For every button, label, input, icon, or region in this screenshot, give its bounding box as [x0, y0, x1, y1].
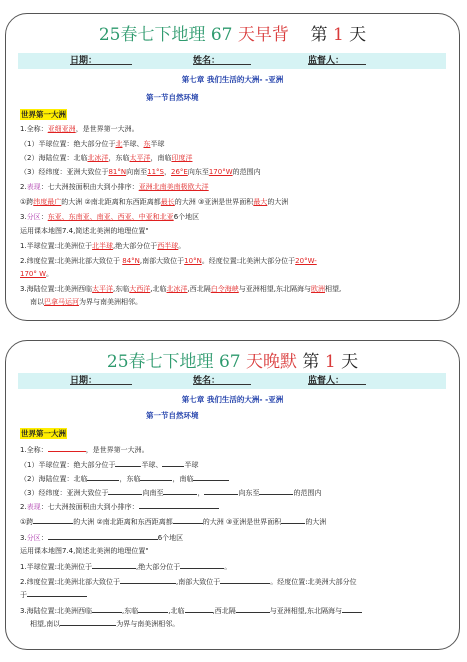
- text-line: 170° W。: [20, 270, 54, 278]
- text-line: 3.分区： 6个地区: [20, 531, 183, 543]
- text-line: （1）半球位置：绝大部分位于 半球、 半球: [20, 458, 198, 470]
- supervisor-field[interactable]: [308, 373, 366, 385]
- answer-blank[interactable]: [120, 575, 176, 584]
- date-field[interactable]: [70, 373, 132, 385]
- text-line: 运用课本地图7.4,简述北美洲的地理位置": [20, 547, 149, 555]
- card-title: 25春七下地理 67 天早背 第 1 天: [98, 25, 367, 45]
- answer-blank[interactable]: [173, 515, 203, 524]
- text-line: 1.全称：亚细亚洲，是世界第一大洲。: [20, 125, 139, 133]
- answer-blank[interactable]: [60, 617, 116, 626]
- answer-blank[interactable]: [33, 515, 73, 524]
- answer-blank[interactable]: [162, 458, 184, 467]
- answer-blank[interactable]: [220, 575, 270, 584]
- text-line: 3.海陆位置:北美洲西临太平洋,东临大西洋,北临北冰洋,西北隔白令海峡与亚洲相望,东北隔海与欧洲相望,: [20, 285, 342, 293]
- answer-blank[interactable]: [48, 531, 158, 540]
- answer-blank[interactable]: [281, 515, 305, 524]
- text-line: （2）海陆位置：北临 ，东临 ，南临: [20, 472, 229, 484]
- answer-blank[interactable]: [27, 588, 87, 597]
- chapter-title: 第七章 我们生活的大洲- -亚洲: [181, 395, 284, 404]
- text-line: 2.纬度位置:北美洲北部大致位于 ,南部大致位于 。经度位置:北美洲大部分位: [20, 575, 357, 587]
- answer-blank[interactable]: [115, 458, 141, 467]
- text-line: 南以巴拿马运河为界与南美洲相邻。: [30, 298, 142, 306]
- answer-blank[interactable]: [92, 560, 136, 569]
- answer-blank[interactable]: [139, 500, 219, 509]
- text-line: 2.表现：七大洲按面积由大到小排序：亚洲北南美南极欧大洋: [20, 183, 209, 191]
- text-line: （1）半球位置：绝大部分位于北半球、东半球: [20, 140, 165, 148]
- info-bar: [18, 53, 446, 69]
- text-line: 于: [20, 588, 87, 600]
- text-line: 2.表现：七大洲按面积由大到小排序：: [20, 500, 219, 512]
- text-line: 1.全称： ，是世界第一大洲。: [20, 443, 149, 455]
- text-line: 1.半球位置:北美洲位于 ,绝大部分位于 。: [20, 560, 231, 572]
- answer-blank[interactable]: [163, 486, 197, 495]
- supervisor-field[interactable]: [308, 53, 366, 65]
- answer-blank[interactable]: [342, 604, 362, 613]
- name-field[interactable]: [193, 53, 251, 65]
- answer-blank[interactable]: [185, 604, 213, 613]
- text-line: 3.海陆位置:北美洲西临 ,东临 ,北临 ,西北隔 与亚洲相望,东北隔海与: [20, 604, 362, 616]
- answer-blank[interactable]: [180, 560, 224, 569]
- name-label: 姓名：: [193, 376, 221, 386]
- info-bar: [18, 373, 446, 389]
- answer-blank[interactable]: [92, 604, 122, 613]
- text-line: （3）经纬度：亚洲大致位于 向南至 ， 向东至 的范围内: [20, 486, 321, 498]
- answer-blank[interactable]: [259, 486, 293, 495]
- text-line: 2.纬度位置:北美洲北部大致位于 84°N,南部大致位于10°N。经度位置:北美洲大部分位于20°W-: [20, 257, 317, 265]
- answer-blank[interactable]: [138, 604, 168, 613]
- morning-recite-card: [5, 13, 460, 321]
- date-label: 日期：: [70, 56, 98, 66]
- section-title: 第一节自然环境: [146, 411, 199, 420]
- text-line: ①跨纬度最广的大洲 ②南北距离和东西距离都最长的大洲 ③亚洲是世界面积最大的大洲: [20, 198, 289, 206]
- evening-dictation-card: [5, 340, 460, 650]
- name-label: 姓名：: [193, 56, 221, 66]
- answer-blank[interactable]: [87, 472, 119, 481]
- text-line: （2）海陆位置：北临北冰洋，东临太平洋，南临印度洋: [20, 154, 193, 162]
- answer-blank[interactable]: [108, 486, 142, 495]
- answer-blank[interactable]: [193, 472, 229, 481]
- answer-blank[interactable]: [204, 486, 238, 495]
- text-line: 1.半球位置:北美洲位于北半球,绝大部分位于西半球。: [20, 242, 186, 250]
- supervisor-label: 监督人：: [308, 376, 345, 386]
- answer-blank[interactable]: [140, 472, 172, 481]
- date-field[interactable]: [70, 53, 132, 65]
- answer-blank[interactable]: [48, 443, 86, 452]
- card-title: 25春七下地理 67 天晚默 第 1 天: [106, 352, 359, 372]
- name-field[interactable]: [193, 373, 251, 385]
- chapter-title: 第七章 我们生活的大洲- -亚洲: [181, 75, 284, 84]
- text-line: ①跨 的大洲 ②南北距离和东西距离都 的大洲 ③亚洲是世界面积 的大洲: [20, 515, 326, 527]
- section-heading: 世界第一大洲: [21, 429, 66, 438]
- date-label: 日期：: [70, 376, 98, 386]
- text-line: 3.分区：东亚、东南亚、南亚、西亚、中亚和北亚6个地区: [20, 213, 200, 221]
- text-line: （3）经纬度：亚洲大致位于81°N向南至11°S，26°E向东至170°W的范围内: [20, 168, 261, 176]
- section-heading: 世界第一大洲: [21, 110, 66, 119]
- text-line: 相望,南以 为界与南美洲相邻。: [30, 617, 179, 629]
- text-line: 运用课本地图7.4,简述北美洲的地理位置": [20, 227, 149, 235]
- supervisor-label: 监督人：: [308, 56, 345, 66]
- answer-blank[interactable]: [236, 604, 270, 613]
- section-title: 第一节自然环境: [146, 93, 199, 102]
